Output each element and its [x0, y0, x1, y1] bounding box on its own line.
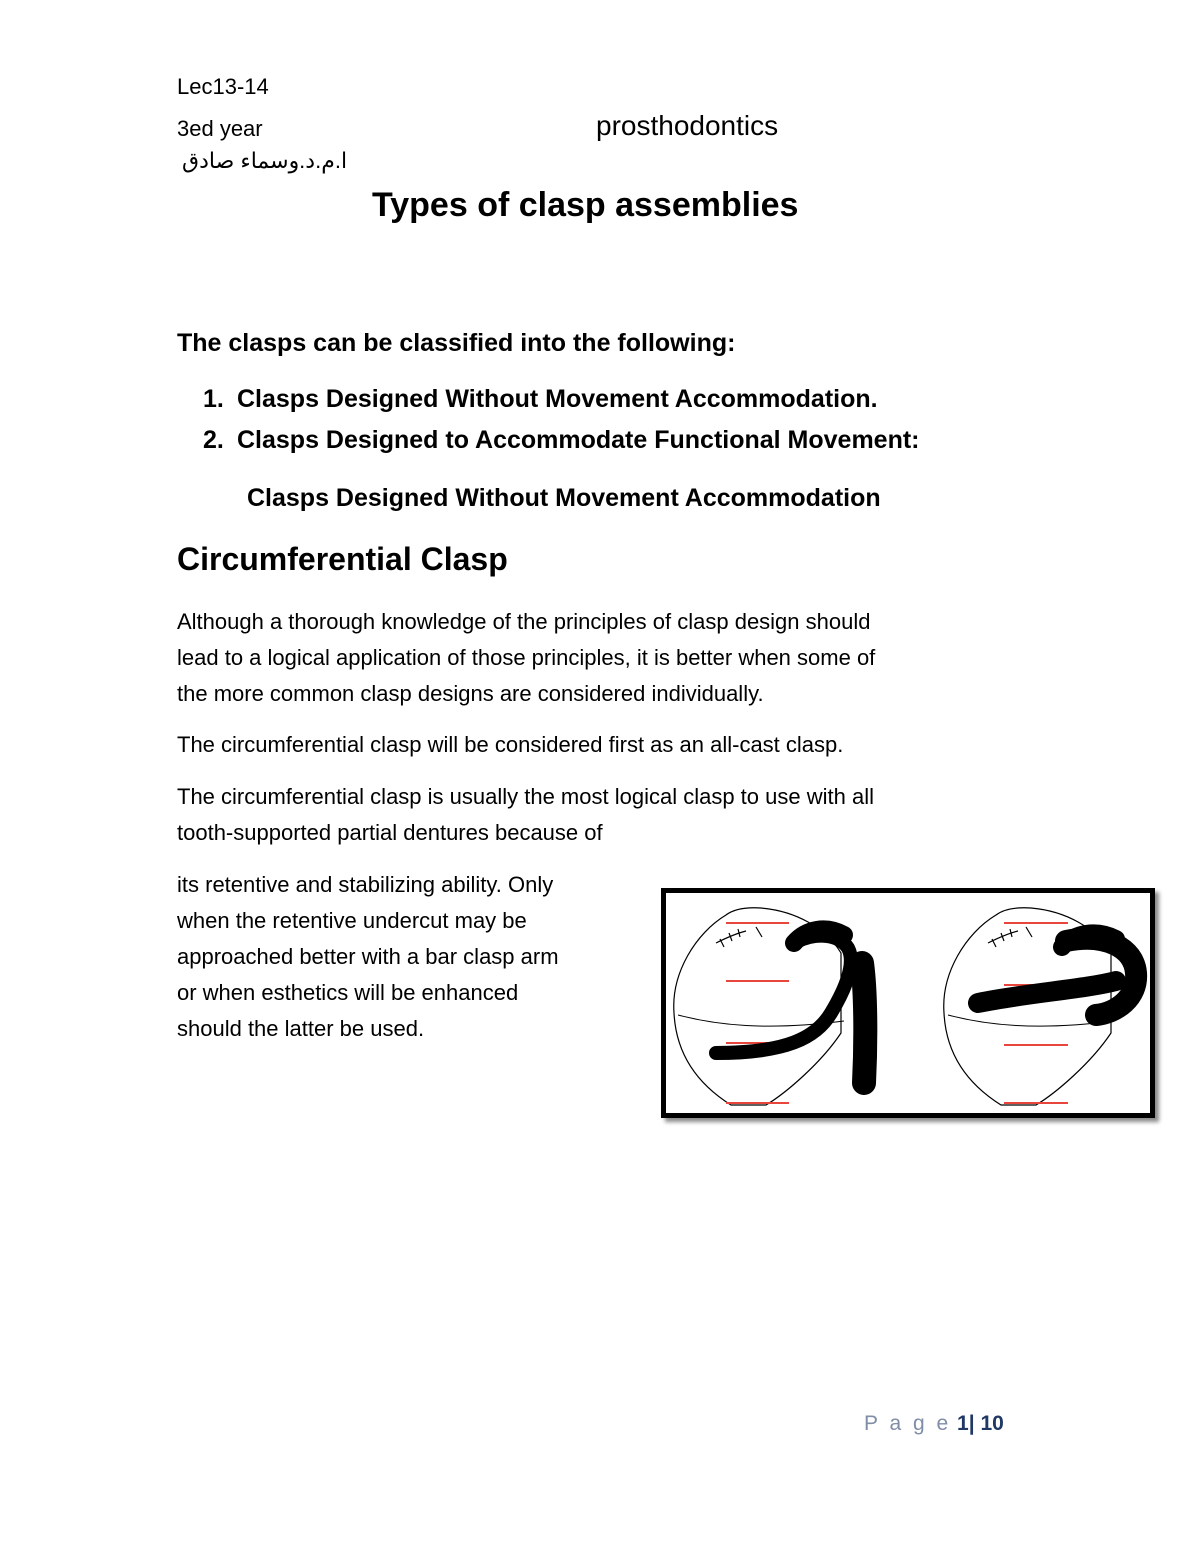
paragraph-line: tooth-supported partial dentures because of	[177, 820, 603, 845]
list-item	[203, 426, 920, 455]
clasp-minor-connector	[862, 963, 865, 1083]
right-tooth-diagram	[944, 908, 1136, 1105]
occlusal-fissure	[716, 927, 762, 947]
paragraph-line: lead to a logical application of those principles, it is better when some of	[177, 645, 876, 670]
list-item-number: 2.	[203, 426, 224, 454]
left-tooth-diagram	[674, 908, 866, 1105]
lecture-number: Lec13-14	[177, 74, 269, 99]
page-number: 1	[957, 1412, 969, 1435]
clasp-illustration	[666, 893, 1150, 1113]
paragraph-1	[177, 604, 875, 712]
paragraph-line: should the latter be used.	[177, 1016, 425, 1041]
intro-text: The clasps can be classified into the following:	[177, 329, 736, 357]
clasp-arm	[978, 981, 1116, 1003]
list-item-text: Clasps Designed Without Movement Accommodation.	[237, 385, 878, 413]
paragraph-3	[177, 779, 874, 851]
paragraph-line: its retentive and stabilizing ability. Only	[177, 872, 554, 897]
total-pages: 10	[980, 1412, 1004, 1435]
subject-name: prosthodontics	[596, 110, 779, 141]
paragraph-line: the more common clasp designs are considered individually.	[177, 681, 764, 706]
author-name: ا.م.د.وسماء صادق	[182, 148, 348, 173]
list-item	[203, 385, 878, 414]
paragraph-4	[177, 867, 559, 1047]
occlusal-fissure	[988, 927, 1032, 947]
section-heading: Circumferential Clasp	[177, 541, 508, 577]
clasp-arm	[716, 936, 851, 1053]
study-year: 3ed year	[177, 116, 263, 141]
clasp-figure	[661, 888, 1155, 1118]
page-footer	[864, 1412, 1004, 1436]
paragraph-line: The circumferential clasp is usually the most logical clasp to use with all	[177, 784, 874, 809]
paragraph-line: when the retentive undercut may be	[177, 908, 527, 933]
list-item-number: 1.	[203, 385, 224, 413]
paragraph-line: approached better with a bar clasp arm	[177, 944, 559, 969]
paragraph-line: Although a thorough knowledge of the principles of clasp design should	[177, 609, 871, 634]
subheading: Clasps Designed Without Movement Accommodation	[247, 484, 881, 512]
list-item-text: Clasps Designed to Accommodate Functional Movement:	[237, 426, 920, 454]
page-title: Types of clasp assemblies	[372, 186, 799, 224]
page-separator: |	[968, 1412, 975, 1435]
page-label: P a g e	[864, 1412, 952, 1435]
paragraph-2: The circumferential clasp will be considered first as an all-cast clasp.	[177, 732, 844, 757]
paragraph-line: or when esthetics will be enhanced	[177, 980, 519, 1005]
